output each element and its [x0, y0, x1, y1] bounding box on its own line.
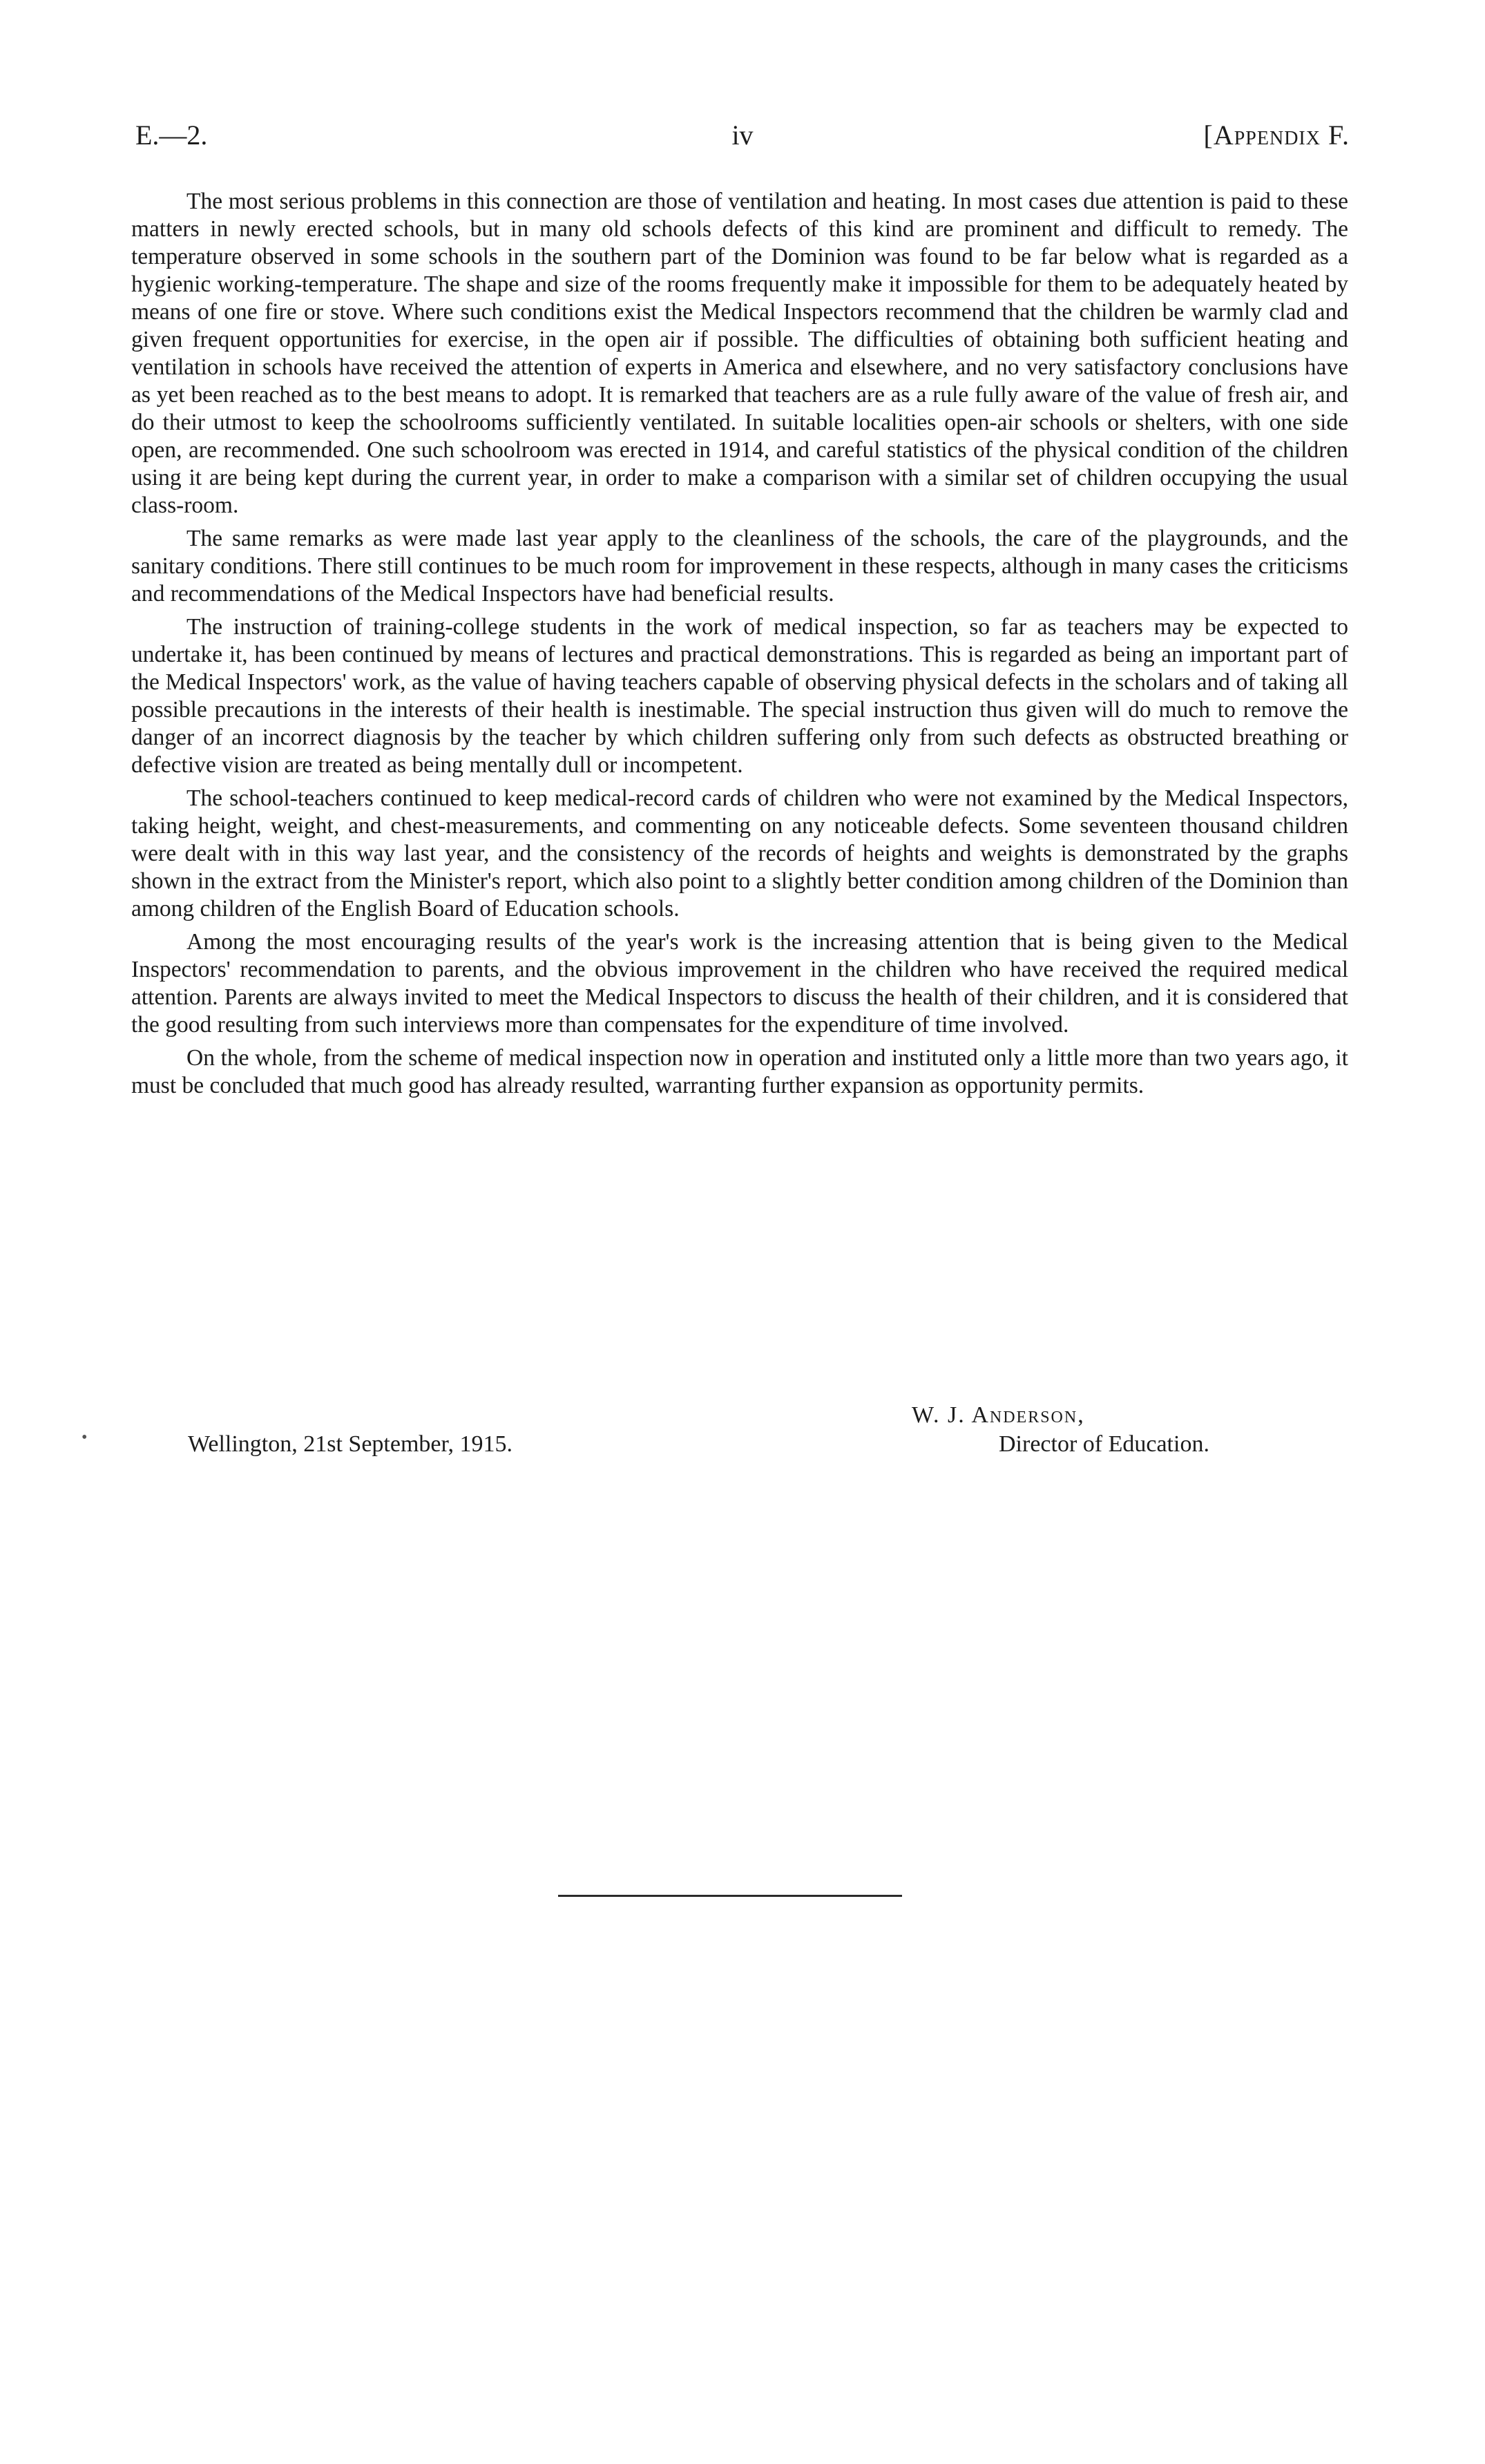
- signatory-title: Director of Education.: [999, 1431, 1209, 1457]
- signoff-block: [131, 1402, 1348, 1471]
- appendix-label: [Appendix F.: [1203, 120, 1350, 151]
- signatory-name: W. J. Anderson,: [912, 1402, 1085, 1428]
- paragraph-conclusion: On the whole, from the scheme of medical inspection now in operation and instituted only a little more than two years ago, it must be concluded that much good has already resulted, warranting further expansion as opportunity permits.: [131, 1045, 1348, 1098]
- page-header: [135, 119, 1350, 160]
- paragraph-cleanliness: The same remarks as were made last year apply to the cleanliness of the schools, the care of the playgrounds, and the sanitary conditions. There still continues to be much room for improvement in these respects, although in many cases the criticisms and recommendations of the Medical Inspectors have had beneficial results.: [131, 526, 1348, 607]
- paragraph-encouraging-results: Among the most encouraging results of the year's work is the increasing attention that is being given to the Medical Inspectors' recommendation to parents, and the obvious improvement in the children who have received the required medical attention. Parents are always invited to meet the Medical Inspectors to discuss the health of their children, and it is considered that the good resulting from such interviews more than compensates for the expenditure of time involved.: [131, 929, 1348, 1038]
- paragraph-training-college: The instruction of training-college students in the work of medical inspection, so far as teachers may be expected to undertake it, has been continued by means of lectures and practical demonstrations. This is regarded as being an important part of the Medical Inspectors' work, as the value of having teachers capable of observing physical defects in the scholars and of taking all possible precautions in the interests of their health is inestimable. The special instruction thus given will do much to remove the danger of an incorrect diagnosis by the teacher by which children suffering only from such defects as obstructed breathing or defective vision are treated as being mentally dull or incompetent.: [131, 614, 1348, 778]
- place-and-date: Wellington, 21st September, 1915.: [188, 1431, 512, 1457]
- margin-mark-icon: •: [82, 1429, 88, 1446]
- document-reference: E.—2.: [135, 120, 208, 151]
- page-number: iv: [731, 120, 754, 151]
- report-body: [131, 188, 1348, 1105]
- paragraph-ventilation-heating: The most serious problems in this connection are those of ventilation and heating. In most cases due attention is paid to these matters in newly erected schools, but in many old schools defects of this kind are prominent and difficult to remedy. The temperature observed in some schools in the southern part of the Dominion was found to be far below what is regarded as a hygienic working-temperature. The shape and size of the rooms frequently make it impossible for them to be adequately heated by means of one fire or stove. Where such conditions exist the Medical Inspectors recommend that the children be warmly clad and given frequent opportunities for exercise, in the open air if possible. The difficulties of obtaining both sufficient heating and ventilation in schools have received the attention of experts in America and elsewhere, and no very satisfactory conclusions have as yet been reached as to the best means to adopt. It is remarked that teachers are as a rule fully aware of the value of fresh air, and do their utmost to keep the schoolrooms sufficiently ventilated. In suitable localities open-air schools or shelters, with one side open, are recommended. One such schoolroom was erected in 1914, and careful statistics of the physical condition of the children using it are being kept during the current year, in order to make a comparison with a similar set of children occupying the usual class-room.: [131, 189, 1348, 518]
- section-divider-rule: [558, 1895, 902, 1897]
- paragraph-medical-record-cards: The school-teachers continued to keep medical-record cards of children who were not examined by the Medical Inspectors, taking height, weight, and chest-measurements, and commenting on any noticeable defects. Some seventeen thousand children were dealt with in this way last year, and the consistency of the records of heights and weights is demonstrated by the graphs shown in the extract from the Minister's report, which also point to a slightly better condition among children of the Dominion than among children of the English Board of Education schools.: [131, 785, 1348, 921]
